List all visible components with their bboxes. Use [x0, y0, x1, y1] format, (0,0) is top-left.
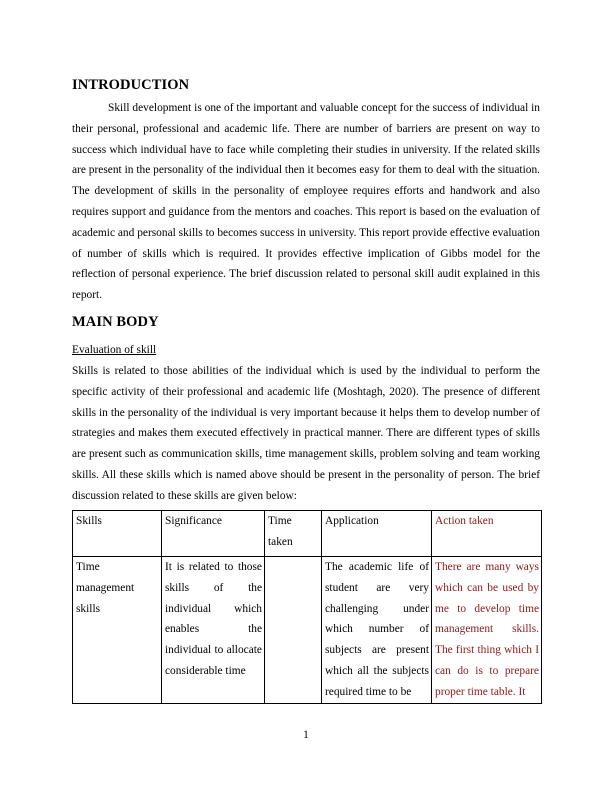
main-body-paragraph: Skills is related to those abilities of the individual which is used by the individual to perform the specific activity of their professional and academic life (Moshtagh, 2020). The presence of different skills in the personality of the individual is very important because it helps them to develop number of strategies and makes them executed effectively in practical manner. There are different types of skills are present such as communication skills, time management skills, problem solving and team working skills. All these skills which is named above should be present in the personality of person. The brief discussion related to these skills are given below: — [72, 365, 540, 502]
page-number: 1 — [303, 729, 309, 741]
cell-application: The academic life of student are very challenging under which number of subjects are present which all the subjects required time to be — [322, 557, 432, 704]
header-significance: Significance — [162, 511, 265, 557]
skills-table — [72, 510, 542, 704]
evaluation-subheading: Evaluation of skill — [72, 344, 157, 356]
cell-significance: It is related to those skills of the individual which enables the individual to allocate considerable time — [162, 557, 265, 704]
table-row — [73, 557, 542, 704]
cell-skills: Time management skills — [73, 557, 162, 704]
cell-action-taken: There are many ways which can be used by me to develop time management skills. The first thing which I can do is to prepare proper time table. It — [432, 557, 542, 704]
header-action-taken: Action taken — [432, 511, 542, 557]
header-time-taken: Time taken — [265, 511, 322, 557]
introduction-paragraph: Skill development is one of the important and valuable concept for the success of individual in their personal, professional and academic life. There are number of barriers are present on way to success which individual have to face while completing their studies in university. If the related skills are present in the personality of the individual then it becomes easy for them to deal with the situation. The development of skills in the personality of employee requires efforts and handwork and also requires support and guidance from the mentors and coaches. This report is based on the evaluation of academic and personal skills to becomes success in university. This report provide effective evaluation of number of skills which is required. It provides effective implication of Gibbs model for the reflection of personal experience. The brief discussion related to personal skill audit explained in this report. — [72, 102, 540, 302]
introduction-heading: INTRODUCTION — [72, 77, 190, 93]
cell-time-taken — [265, 557, 322, 704]
main-body-heading: MAIN BODY — [72, 314, 159, 330]
table-header-row — [73, 511, 542, 557]
header-application: Application — [322, 511, 432, 557]
header-skills: Skills — [73, 511, 162, 557]
